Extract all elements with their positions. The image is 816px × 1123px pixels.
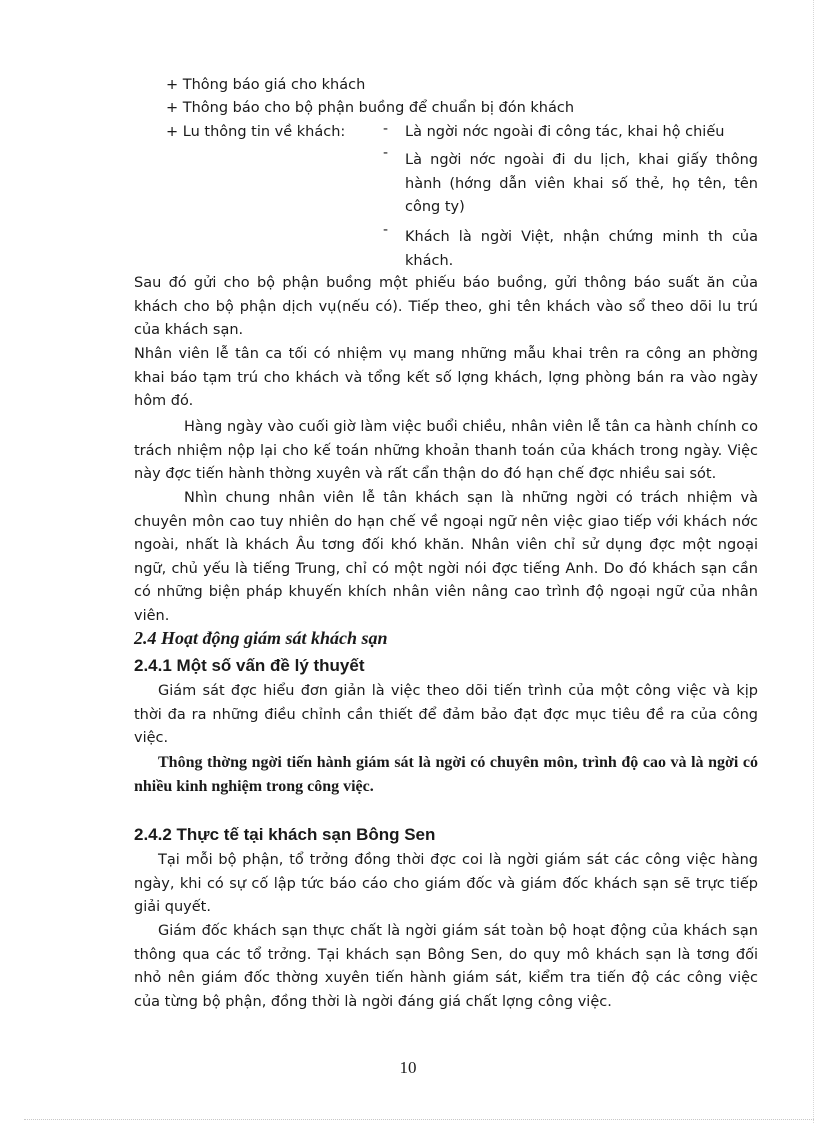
paragraph-room-forms: Sau đó gửi cho bộ phận buồng một phiếu báo buồng, gửi thông báo suất ăn của khách cho bộ phận dịch vụ(nếu có). Tiếp theo, ghi tên khách vào sổ theo dõi lu trú của khách sạn. (134, 275, 758, 338)
page-number: 10 (399, 1058, 417, 1077)
bottom-divider (24, 1119, 814, 1120)
list-dash: - (383, 145, 389, 161)
list-dash: - (383, 222, 389, 238)
bullet-room-notice: + Thông báo cho bộ phận buồng để chuẩn bị đón khách (166, 100, 575, 116)
bullet-guest-info: + Lu thông tin về khách: (166, 124, 346, 140)
right-divider (813, 0, 814, 1123)
bullet-price-notice: + Thông báo giá cho khách (166, 77, 366, 93)
section-heading-2-4-1: 2.4.1 Một số vấn đề lý thuyết (134, 656, 365, 675)
guest-type-business: Là ngời nớc ngoài đi công tác, khai hộ chiếu (405, 124, 725, 140)
paragraph-supervisor-profile: Thông thờng ngời tiến hành giám sát là ngời có chuyên môn, trình độ cao và là ngời có nhiều kinh nghiệm trong công việc. (134, 754, 758, 795)
section-heading-2-4: 2.4 Hoạt động giám sát khách sạn (134, 628, 388, 648)
paragraph-staff-languages: Nhìn chung nhân viên lễ tân khách sạn là những ngời có trách nhiệm và chuyên môn cao tuy nhiên do hạn chế về ngoại ngữ nên việc giao tiếp với khách nớc ngoài, nhất là khách Âu tơng đối khó khăn. Nhân viên chỉ sử dụng đợc một ngoại ngữ, chủ yếu là tiếng Trung, chỉ có một ngời nói đợc tiếng Anh. Do đó khách sạn cần có những biện pháp khuyến khích nhân viên nâng cao trình độ ngoại ngữ của nhân viên. (134, 490, 758, 624)
paragraph-night-shift: Nhân viên lễ tân ca tối có nhiệm vụ mang những mẫu khai trên ra công an phờng khai báo tạm trú cho khách và tổng kết số lợng khách, lợng phòng bán ra vào ngày hôm đó. (134, 346, 758, 409)
guest-type-tourist: Là ngời nớc ngoài đi du lịch, khai giấy thông hành (hớng dẫn viên khai số thẻ, họ tên, tên công ty) (405, 152, 758, 215)
paragraph-daily-payments: Hàng ngày vào cuối giờ làm việc buổi chiều, nhân viên lễ tân ca hành chính co trách nhiệm nộp lại cho kế toán những khoản thanh toán của khách trong ngày. Việc này đợc tiến hành thờng xuyên và rất cẩn thận do đó hạn chế đợc nhiều sai sót. (134, 419, 758, 482)
section-heading-2-4-2: 2.4.2 Thực tế tại khách sạn Bông Sen (134, 825, 436, 844)
list-dash: - (383, 121, 389, 137)
guest-type-vietnamese: Khách là ngời Việt, nhận chứng minh th của khách. (405, 229, 758, 269)
paragraph-team-leaders: Tại mỗi bộ phận, tổ trởng đồng thời đợc coi là ngời giám sát các công việc hàng ngày, khi có sự cố lập tức báo cáo cho giám đốc và giám đốc khách sạn sẽ trực tiếp giải quyết. (134, 852, 758, 915)
paragraph-director-supervision: Giám đốc khách sạn thực chất là ngời giám sát toàn bộ hoạt động của khách sạn thông qua các tổ trởng. Tại khách sạn Bông Sen, do quy mô khách sạn là tơng đối nhỏ nên giám đốc thờng xuyên tiến hành giám sát, kiểm tra tiến độ các công việc của từng bộ phận, đồng thời là ngời đáng giá chất lợng công việc. (134, 923, 758, 1010)
paragraph-supervision-definition: Giám sát đợc hiểu đơn giản là việc theo dõi tiến trình của một công việc và kịp thời đa ra những điều chỉnh cần thiết để đảm bảo đạt đợc mục tiêu đề ra của công việc. (134, 683, 758, 746)
